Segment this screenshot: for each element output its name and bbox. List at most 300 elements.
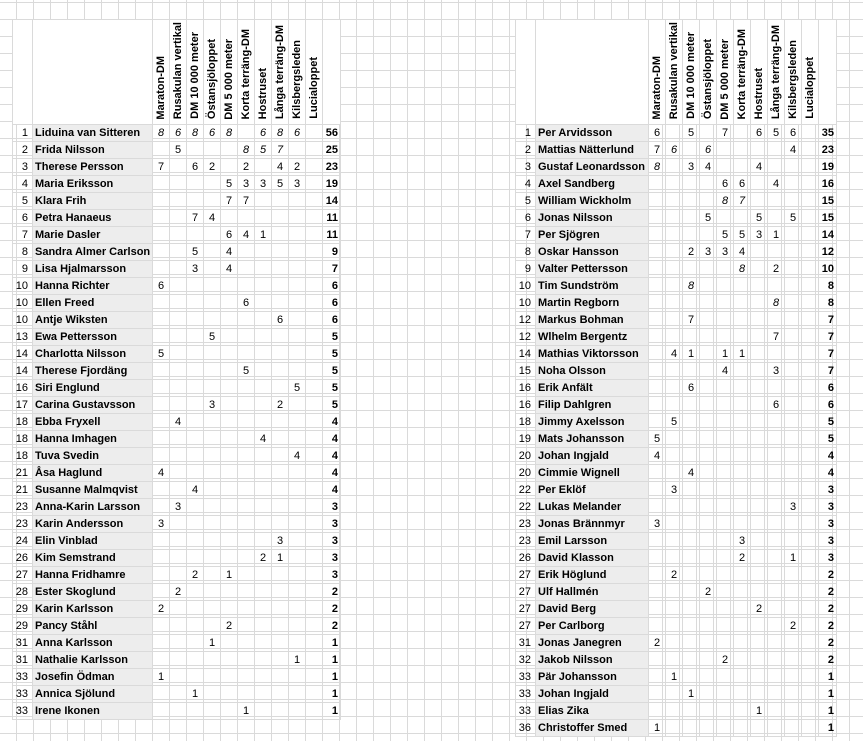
score-cell[interactable] [802,686,819,703]
score-cell[interactable]: 6 [153,278,170,295]
score-cell[interactable]: 2 [717,652,734,669]
score-cell[interactable] [272,363,289,380]
score-cell[interactable] [187,652,204,669]
score-cell[interactable]: 6 [700,142,717,159]
rank-cell[interactable]: 31 [516,635,536,652]
rank-cell[interactable]: 7 [516,227,536,244]
score-cell[interactable] [802,567,819,584]
score-cell[interactable]: 3 [289,176,306,193]
score-cell[interactable] [768,278,785,295]
score-cell[interactable] [187,550,204,567]
score-cell[interactable] [272,499,289,516]
rank-cell[interactable]: 23 [516,533,536,550]
rank-cell[interactable]: 7 [13,227,33,244]
score-cell[interactable] [700,329,717,346]
score-cell[interactable] [272,635,289,652]
score-cell[interactable] [187,601,204,618]
score-cell[interactable] [717,295,734,312]
rank-cell[interactable]: 16 [516,380,536,397]
score-cell[interactable] [802,193,819,210]
score-cell[interactable] [734,618,751,635]
score-cell[interactable] [289,465,306,482]
score-cell[interactable] [751,363,768,380]
rank-cell[interactable]: 27 [516,618,536,635]
score-cell[interactable] [666,601,683,618]
score-cell[interactable] [649,601,666,618]
score-cell[interactable] [255,295,272,312]
column-header-1[interactable] [170,20,187,125]
score-cell[interactable] [187,176,204,193]
total-cell[interactable]: 11 [323,210,341,227]
athlete-name-cell[interactable]: Noha Olsson [536,363,649,380]
score-cell[interactable] [255,210,272,227]
score-cell[interactable]: 1 [785,550,802,567]
rank-cell[interactable]: 33 [516,669,536,686]
score-cell[interactable] [802,703,819,720]
score-cell[interactable] [153,686,170,703]
score-cell[interactable]: 3 [153,516,170,533]
score-cell[interactable] [683,669,700,686]
rank-cell[interactable]: 36 [516,720,536,737]
score-cell[interactable] [700,448,717,465]
total-cell[interactable]: 6 [323,312,341,329]
score-cell[interactable] [238,567,255,584]
score-cell[interactable] [649,499,666,516]
rank-cell[interactable]: 8 [13,244,33,261]
score-cell[interactable] [306,618,323,635]
score-cell[interactable] [768,601,785,618]
score-cell[interactable] [187,448,204,465]
score-cell[interactable] [306,567,323,584]
score-cell[interactable]: 3 [666,482,683,499]
score-cell[interactable]: 5 [785,210,802,227]
score-cell[interactable]: 8 [768,295,785,312]
athlete-name-cell[interactable]: Ewa Pettersson [33,329,153,346]
score-cell[interactable] [255,329,272,346]
score-cell[interactable]: 5 [204,329,221,346]
score-cell[interactable]: 6 [187,159,204,176]
score-cell[interactable] [306,703,323,720]
score-cell[interactable] [751,329,768,346]
score-cell[interactable] [734,652,751,669]
score-cell[interactable] [666,448,683,465]
athlete-name-cell[interactable]: Mats Johansson [536,431,649,448]
score-cell[interactable] [700,278,717,295]
score-cell[interactable] [649,550,666,567]
score-cell[interactable] [785,261,802,278]
score-cell[interactable]: 6 [768,397,785,414]
score-cell[interactable] [255,482,272,499]
score-cell[interactable] [306,227,323,244]
athlete-name-cell[interactable]: Siri Englund [33,380,153,397]
score-cell[interactable] [187,669,204,686]
score-cell[interactable] [289,312,306,329]
score-cell[interactable] [649,397,666,414]
score-cell[interactable]: 8 [734,261,751,278]
athlete-name-cell[interactable]: Nathalie Karlsson [33,652,153,669]
score-cell[interactable] [649,686,666,703]
score-cell[interactable] [187,431,204,448]
score-cell[interactable] [204,669,221,686]
score-cell[interactable] [221,482,238,499]
athlete-name-cell[interactable]: Hanna Richter [33,278,153,295]
score-cell[interactable] [204,261,221,278]
score-cell[interactable] [289,550,306,567]
score-cell[interactable] [751,533,768,550]
score-cell[interactable] [187,142,204,159]
score-cell[interactable] [204,533,221,550]
score-cell[interactable] [802,669,819,686]
athlete-name-cell[interactable]: Per Carlborg [536,618,649,635]
score-cell[interactable]: 2 [751,601,768,618]
score-cell[interactable] [717,482,734,499]
score-cell[interactable] [700,499,717,516]
score-cell[interactable] [802,159,819,176]
score-cell[interactable] [785,652,802,669]
score-cell[interactable] [734,380,751,397]
rank-cell[interactable]: 33 [13,669,33,686]
score-cell[interactable] [734,601,751,618]
athlete-name-cell[interactable]: Petra Hanaeus [33,210,153,227]
score-cell[interactable] [204,499,221,516]
score-cell[interactable] [238,125,255,142]
score-cell[interactable] [802,448,819,465]
score-cell[interactable] [683,703,700,720]
score-cell[interactable] [306,414,323,431]
score-cell[interactable]: 8 [683,278,700,295]
score-cell[interactable] [289,244,306,261]
rank-cell[interactable]: 23 [13,516,33,533]
score-cell[interactable] [700,227,717,244]
score-cell[interactable] [683,550,700,567]
score-cell[interactable] [768,193,785,210]
score-cell[interactable] [802,295,819,312]
score-cell[interactable] [768,482,785,499]
total-cell[interactable]: 2 [819,567,837,584]
athlete-name-cell[interactable]: Cimmie Wignell [536,465,649,482]
score-cell[interactable]: 6 [204,125,221,142]
score-cell[interactable] [221,550,238,567]
score-cell[interactable] [751,550,768,567]
score-cell[interactable] [768,550,785,567]
score-cell[interactable] [170,635,187,652]
score-cell[interactable] [204,567,221,584]
score-cell[interactable] [238,533,255,550]
total-cell[interactable]: 3 [323,533,341,550]
total-cell[interactable]: 7 [819,346,837,363]
score-cell[interactable] [785,516,802,533]
score-cell[interactable] [153,261,170,278]
score-cell[interactable] [289,261,306,278]
score-cell[interactable]: 3 [187,261,204,278]
rank-cell[interactable]: 18 [13,414,33,431]
score-cell[interactable] [170,278,187,295]
score-cell[interactable] [289,414,306,431]
score-cell[interactable] [187,516,204,533]
score-cell[interactable] [272,482,289,499]
rank-cell[interactable]: 24 [13,533,33,550]
column-header-0[interactable] [649,20,666,125]
score-cell[interactable] [666,244,683,261]
column-header-4[interactable] [221,20,238,125]
score-cell[interactable] [768,312,785,329]
score-cell[interactable] [272,244,289,261]
athlete-name-cell[interactable]: Frida Nilsson [33,142,153,159]
score-cell[interactable]: 2 [272,397,289,414]
score-cell[interactable] [666,159,683,176]
rank-cell[interactable]: 12 [516,312,536,329]
score-cell[interactable] [204,516,221,533]
score-cell[interactable]: 5 [700,210,717,227]
score-cell[interactable] [700,125,717,142]
total-cell[interactable]: 2 [819,584,837,601]
score-cell[interactable] [649,278,666,295]
score-cell[interactable] [306,295,323,312]
score-cell[interactable] [255,261,272,278]
score-cell[interactable]: 3 [255,176,272,193]
column-header-8[interactable] [289,20,306,125]
score-cell[interactable] [666,720,683,737]
score-cell[interactable] [187,295,204,312]
rank-cell[interactable]: 2 [516,142,536,159]
score-cell[interactable] [717,142,734,159]
score-cell[interactable] [306,533,323,550]
score-cell[interactable] [700,380,717,397]
score-cell[interactable] [785,329,802,346]
score-cell[interactable] [170,261,187,278]
athlete-name-cell[interactable]: William Wickholm [536,193,649,210]
score-cell[interactable] [221,312,238,329]
rank-cell[interactable]: 18 [13,431,33,448]
athlete-name-cell[interactable]: Gustaf Leonardsson [536,159,649,176]
score-cell[interactable] [221,584,238,601]
score-cell[interactable] [751,567,768,584]
athlete-name-cell[interactable]: Johan Ingjald [536,448,649,465]
score-cell[interactable]: 1 [238,703,255,720]
total-cell[interactable]: 5 [323,329,341,346]
score-cell[interactable] [204,686,221,703]
score-cell[interactable] [768,465,785,482]
athlete-name-cell[interactable]: Antje Wiksten [33,312,153,329]
athlete-name-cell[interactable]: Pancy Ståhl [33,618,153,635]
header-name-cell[interactable] [536,20,649,125]
score-cell[interactable] [734,312,751,329]
score-cell[interactable]: 2 [221,618,238,635]
rank-cell[interactable]: 5 [516,193,536,210]
score-cell[interactable] [255,533,272,550]
score-cell[interactable] [700,346,717,363]
score-cell[interactable]: 4 [666,346,683,363]
score-cell[interactable] [768,431,785,448]
score-cell[interactable] [666,363,683,380]
score-cell[interactable] [751,686,768,703]
score-cell[interactable] [204,244,221,261]
athlete-name-cell[interactable]: Karin Karlsson [33,601,153,618]
score-cell[interactable] [751,584,768,601]
score-cell[interactable]: 7 [683,312,700,329]
score-cell[interactable]: 3 [751,227,768,244]
score-cell[interactable] [666,533,683,550]
score-cell[interactable] [768,652,785,669]
score-cell[interactable] [683,482,700,499]
score-cell[interactable] [153,210,170,227]
score-cell[interactable] [649,669,666,686]
score-cell[interactable] [734,414,751,431]
score-cell[interactable] [221,448,238,465]
score-cell[interactable] [717,312,734,329]
score-cell[interactable]: 8 [272,125,289,142]
score-cell[interactable] [306,176,323,193]
total-cell[interactable]: 14 [819,227,837,244]
score-cell[interactable] [153,414,170,431]
score-cell[interactable] [768,142,785,159]
score-cell[interactable] [289,499,306,516]
score-cell[interactable] [683,499,700,516]
score-cell[interactable] [221,533,238,550]
score-cell[interactable] [153,584,170,601]
score-cell[interactable] [255,465,272,482]
athlete-name-cell[interactable]: Charlotta Nilsson [33,346,153,363]
total-cell[interactable]: 1 [323,669,341,686]
score-cell[interactable] [717,414,734,431]
rank-cell[interactable]: 27 [516,584,536,601]
score-cell[interactable]: 7 [272,142,289,159]
score-cell[interactable] [221,703,238,720]
score-cell[interactable] [238,635,255,652]
athlete-name-cell[interactable]: Ester Skoglund [33,584,153,601]
athlete-name-cell[interactable]: Per Arvidsson [536,125,649,142]
total-cell[interactable]: 2 [323,618,341,635]
score-cell[interactable] [785,584,802,601]
score-cell[interactable] [221,414,238,431]
score-cell[interactable] [666,499,683,516]
score-cell[interactable] [751,380,768,397]
score-cell[interactable] [666,703,683,720]
score-cell[interactable] [666,686,683,703]
score-cell[interactable] [649,618,666,635]
athlete-name-cell[interactable]: Anna Karlsson [33,635,153,652]
score-cell[interactable] [255,346,272,363]
score-cell[interactable] [802,346,819,363]
athlete-name-cell[interactable]: David Klasson [536,550,649,567]
athlete-name-cell[interactable]: Per Eklöf [536,482,649,499]
athlete-name-cell[interactable]: Therese Persson [33,159,153,176]
score-cell[interactable] [255,159,272,176]
score-cell[interactable] [717,397,734,414]
score-cell[interactable] [700,533,717,550]
score-cell[interactable] [751,431,768,448]
score-cell[interactable] [306,669,323,686]
score-cell[interactable] [204,363,221,380]
athlete-name-cell[interactable]: Marie Dasler [33,227,153,244]
score-cell[interactable] [751,295,768,312]
score-cell[interactable]: 4 [700,159,717,176]
score-cell[interactable]: 5 [734,227,751,244]
score-cell[interactable] [272,669,289,686]
score-cell[interactable] [187,397,204,414]
column-header-2[interactable] [187,20,204,125]
score-cell[interactable] [289,329,306,346]
column-header-7[interactable] [768,20,785,125]
score-cell[interactable] [785,465,802,482]
score-cell[interactable] [272,584,289,601]
score-cell[interactable] [255,448,272,465]
score-cell[interactable]: 3 [785,499,802,516]
score-cell[interactable]: 1 [683,686,700,703]
total-cell[interactable]: 10 [819,261,837,278]
score-cell[interactable] [170,703,187,720]
score-cell[interactable] [272,686,289,703]
score-cell[interactable] [717,159,734,176]
score-cell[interactable] [751,142,768,159]
score-cell[interactable] [272,329,289,346]
athlete-name-cell[interactable]: Wlhelm Bergentz [536,329,649,346]
score-cell[interactable] [238,550,255,567]
score-cell[interactable] [255,652,272,669]
score-cell[interactable] [272,193,289,210]
athlete-name-cell[interactable]: Pär Johansson [536,669,649,686]
score-cell[interactable]: 4 [289,448,306,465]
score-cell[interactable]: 1 [187,686,204,703]
total-cell[interactable]: 3 [819,499,837,516]
score-cell[interactable] [221,295,238,312]
score-cell[interactable] [187,635,204,652]
score-cell[interactable] [785,346,802,363]
score-cell[interactable] [255,516,272,533]
total-cell[interactable]: 4 [323,431,341,448]
score-cell[interactable] [221,159,238,176]
score-cell[interactable] [187,584,204,601]
score-cell[interactable] [153,533,170,550]
column-header-3[interactable] [700,20,717,125]
score-cell[interactable] [717,448,734,465]
score-cell[interactable] [666,176,683,193]
column-header-6[interactable] [255,20,272,125]
score-cell[interactable] [734,329,751,346]
score-cell[interactable] [306,193,323,210]
score-cell[interactable] [306,380,323,397]
score-cell[interactable] [204,176,221,193]
score-cell[interactable] [700,363,717,380]
score-cell[interactable] [221,431,238,448]
score-cell[interactable] [649,295,666,312]
score-cell[interactable] [649,482,666,499]
score-cell[interactable]: 6 [255,125,272,142]
score-cell[interactable]: 8 [717,193,734,210]
score-cell[interactable]: 2 [768,261,785,278]
score-cell[interactable] [785,448,802,465]
score-cell[interactable] [785,533,802,550]
score-cell[interactable]: 3 [272,533,289,550]
score-cell[interactable]: 4 [734,244,751,261]
score-cell[interactable] [238,278,255,295]
score-cell[interactable] [272,346,289,363]
score-cell[interactable] [306,346,323,363]
score-cell[interactable] [700,431,717,448]
rank-cell[interactable]: 33 [13,686,33,703]
score-cell[interactable] [802,312,819,329]
score-cell[interactable] [289,601,306,618]
total-cell[interactable]: 1 [323,635,341,652]
total-cell[interactable]: 35 [819,125,837,142]
score-cell[interactable] [700,567,717,584]
header-total-cell[interactable] [819,20,837,125]
total-cell[interactable]: 5 [323,397,341,414]
score-cell[interactable] [187,278,204,295]
score-cell[interactable] [683,448,700,465]
score-cell[interactable] [768,533,785,550]
score-cell[interactable] [187,312,204,329]
